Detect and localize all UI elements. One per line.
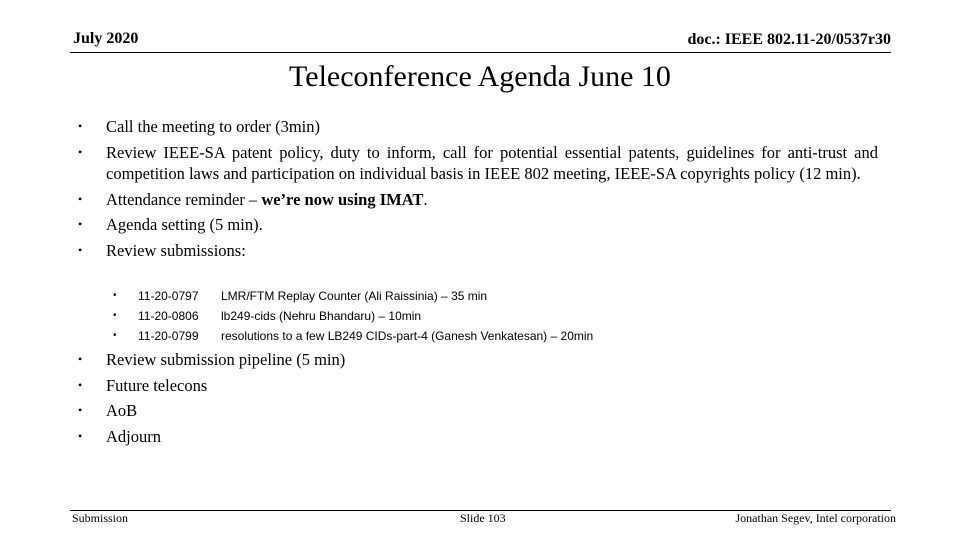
agenda-item-text: Review submissions:	[106, 240, 246, 260]
agenda-item-text: Agenda setting (5 min).	[106, 215, 263, 234]
agenda-item-attendance	[106, 189, 878, 211]
agenda-item	[78, 349, 878, 371]
agenda-item-text: Review IEEE-SA patent policy, duty to inform, call for potential essential patents, guidelines for anti-trust and competition laws and participation on individual basis in IEEE 802 meeting, IEEE-SA copyrights policy (12 min).	[106, 142, 878, 183]
header-date: July 2020	[73, 30, 139, 47]
agenda-item	[78, 116, 878, 138]
submission-item	[113, 306, 593, 326]
header-divider	[70, 52, 891, 53]
bullet-icon: •	[113, 290, 117, 301]
submission-number: 11-20-0797	[138, 289, 199, 303]
submission-description: LMR/FTM Replay Counter (Ali Raissinia) – 35 min	[221, 289, 488, 303]
agenda-item	[78, 426, 878, 448]
bullet-icon: •	[78, 377, 83, 392]
slide-title: Teleconference Agenda June 10	[289, 60, 671, 93]
agenda-item-text: Review submission pipeline (5 min)	[106, 350, 346, 369]
agenda-list-bottom	[78, 349, 878, 451]
agenda-list-top	[78, 116, 878, 265]
bullet-icon: •	[113, 310, 117, 321]
submission-item	[113, 326, 593, 346]
bullet-icon: •	[78, 119, 83, 133]
footer-submission: Submission	[72, 511, 129, 525]
agenda-item-text: Future telecons	[106, 375, 208, 395]
submission-number: 11-20-0806	[138, 309, 199, 323]
bullet-icon: •	[78, 403, 83, 417]
attendance-text: Attendance reminder –	[106, 189, 262, 209]
bullet-icon: •	[78, 217, 83, 231]
agenda-item-text: Adjourn	[106, 426, 161, 446]
imat-notice: we’re now using IMAT	[261, 189, 424, 209]
attendance-period: .	[423, 189, 428, 209]
submission-description: lb249-cids (Nehru Bhandaru) – 10min	[221, 309, 422, 323]
header-doc-id: doc.: IEEE 802.11-20/0537r30	[687, 31, 891, 48]
submission-list	[113, 286, 593, 346]
submission-description: resolutions to a few LB249 CIDs-part-4 (Ganesh Venkatesan) – 20min	[221, 329, 594, 343]
agenda-item	[78, 189, 878, 211]
agenda-item	[78, 400, 878, 422]
bullet-icon: •	[78, 352, 83, 366]
agenda-item	[78, 142, 878, 185]
bullet-icon: •	[78, 428, 83, 443]
bullet-icon: •	[78, 144, 83, 159]
submission-number: 11-20-0799	[138, 329, 199, 343]
agenda-item	[78, 240, 878, 262]
submission-item	[113, 286, 593, 306]
agenda-item	[78, 214, 878, 236]
agenda-item-text: Call the meeting to order (3min)	[106, 117, 320, 136]
bullet-icon: •	[78, 191, 83, 206]
agenda-item-text: AoB	[106, 401, 138, 420]
footer-author: Jonathan Segev, Intel corporation	[735, 511, 896, 525]
bullet-icon: •	[113, 330, 117, 341]
agenda-item	[78, 375, 878, 397]
footer-slide-number: Slide 103	[460, 511, 506, 525]
bullet-icon: •	[78, 242, 83, 257]
